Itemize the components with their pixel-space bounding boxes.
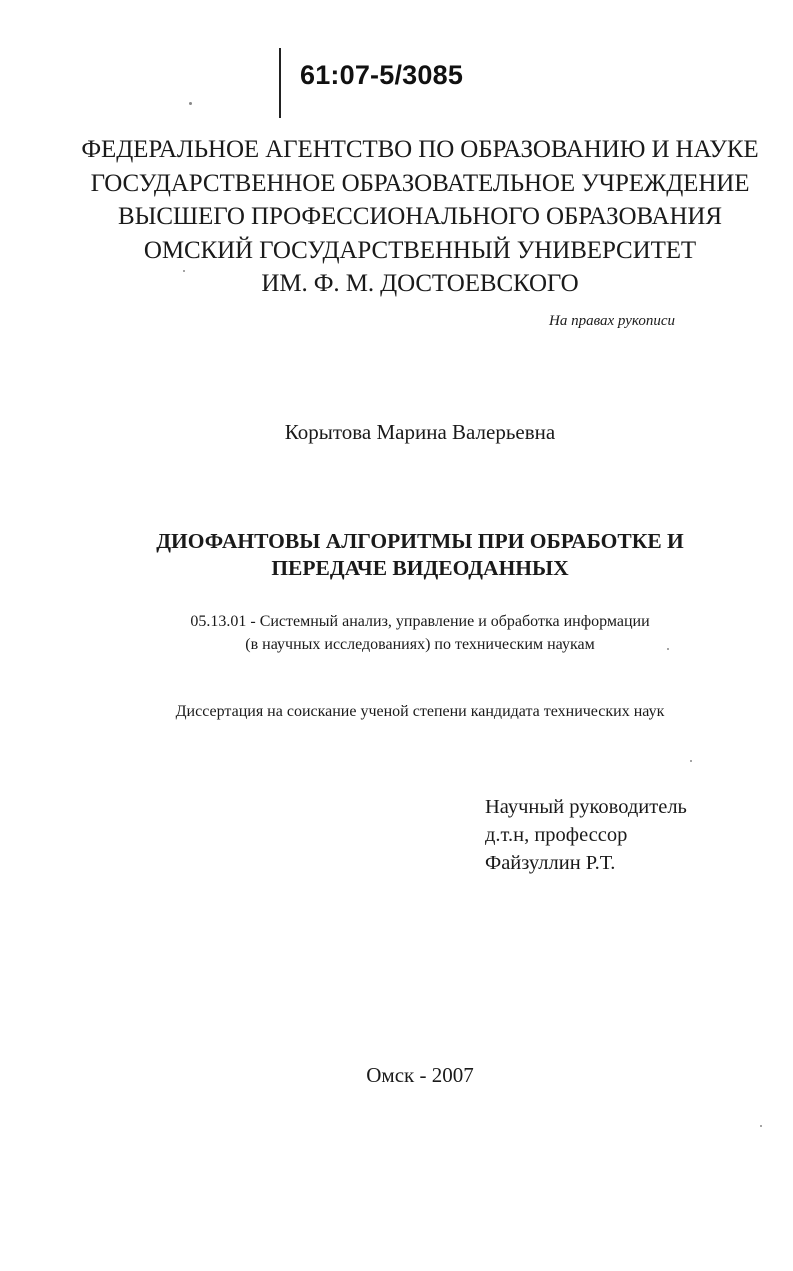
- advisor-block: [485, 793, 687, 877]
- city-year: Омск - 2007: [366, 1063, 474, 1087]
- stamp-vertical-line: [279, 48, 281, 118]
- scan-speck: [667, 648, 669, 650]
- archive-code: 61:07-5/3085: [300, 60, 464, 90]
- specialty: [0, 610, 793, 656]
- specialty-line: 05.13.01 - Системный анализ, управление и обработка информации: [190, 613, 650, 630]
- advisor-role: Научный руководитель: [485, 796, 687, 818]
- advisor-name: Файзуллин Р.Т.: [485, 852, 616, 874]
- title-line: ДИОФАНТОВЫ АЛГОРИТМЫ ПРИ ОБРАБОТКЕ И: [156, 529, 684, 553]
- scan-speck: [690, 760, 692, 762]
- scan-speck: [760, 1125, 762, 1127]
- author-name: Корытова Марина Валерьевна: [284, 420, 556, 444]
- organization-line: ФЕДЕРАЛЬНОЕ АГЕНТСТВО ПО ОБРАЗОВАНИЮ И НАУКЕ: [81, 136, 759, 163]
- organization-line: ОМСКИЙ ГОСУДАРСТВЕННЫЙ УНИВЕРСИТЕТ: [143, 236, 697, 264]
- scan-speck: [183, 270, 185, 272]
- organization-line: ИМ. Ф. М. ДОСТОЕВСКОГО: [261, 270, 579, 297]
- title-line: ПЕРЕДАЧЕ ВИДЕОДАННЫХ: [271, 556, 569, 580]
- manuscript-note: На правах рукописи: [549, 313, 675, 329]
- organization-line: ГОСУДАРСТВЕННОЕ ОБРАЗОВАТЕЛЬНОЕ УЧРЕЖДЕНИЕ: [90, 169, 750, 197]
- organization-header: [0, 133, 793, 301]
- dissertation-title: [0, 528, 793, 582]
- degree-statement: Диссертация на соискание ученой степени кандидата технических наук: [175, 703, 665, 720]
- organization-line: ВЫСШЕГО ПРОФЕССИОНАЛЬНОГО ОБРАЗОВАНИЯ: [118, 203, 722, 230]
- specialty-line: (в научных исследованиях) по техническим наукам: [245, 636, 595, 653]
- advisor-degree: д.т.н, профессор: [485, 824, 628, 846]
- scan-speck: [189, 102, 192, 105]
